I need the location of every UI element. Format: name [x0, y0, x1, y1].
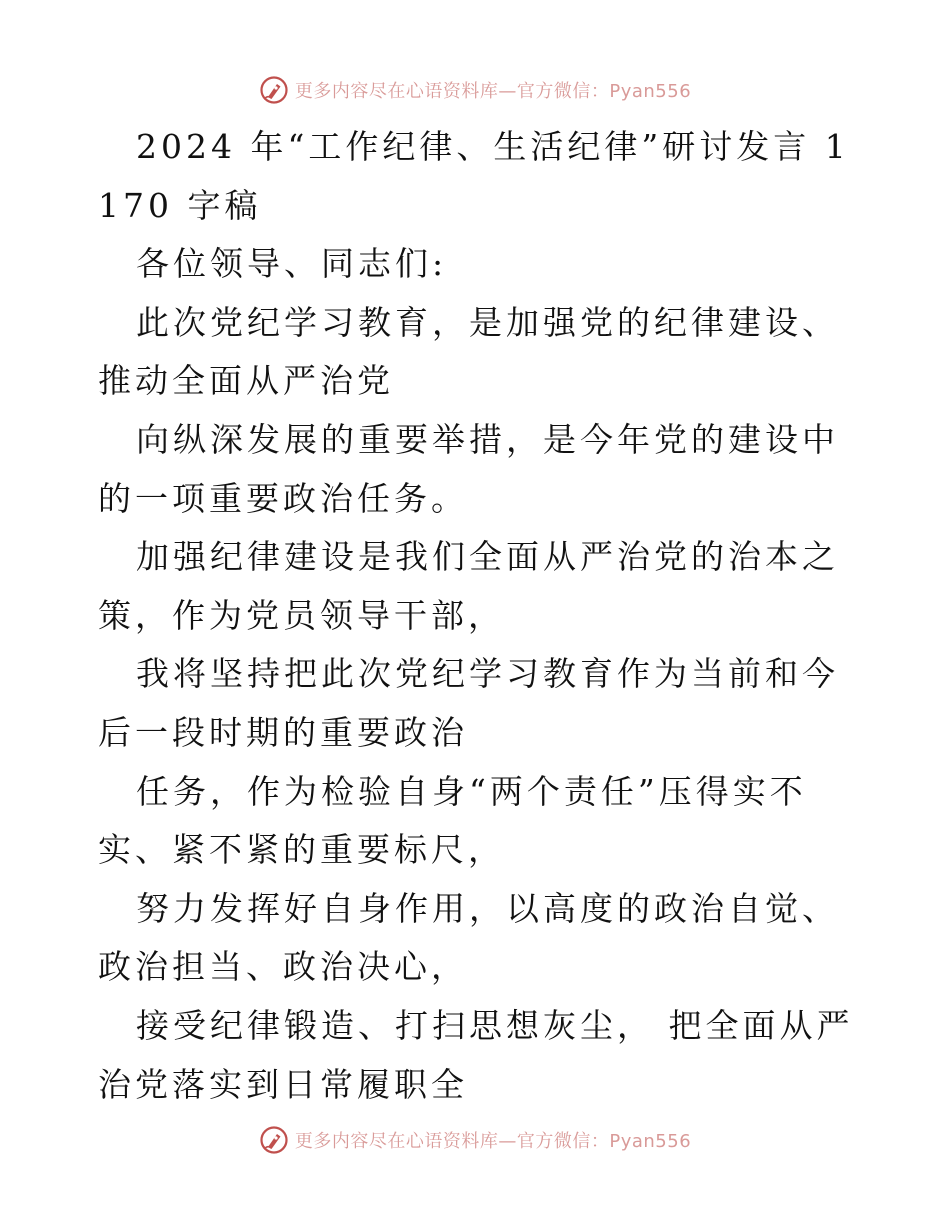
- paragraph: 接受纪律锻造、打扫思想灰尘， 把全面从严治党落实到日常履职全: [98, 1005, 854, 1104]
- paragraph: 我将坚持把此次党纪学习教育作为当前和今后一段时期的重要政治: [98, 654, 839, 752]
- footer-banner-text: 更多内容尽在心语资料库—官方微信：Pyan556: [294, 1131, 692, 1152]
- document-body: [98, 118, 858, 1114]
- paragraph: 任务，作为检验自身“两个责任”压得实不实、紧不紧的重要标尺，: [98, 771, 807, 870]
- header-banner: [0, 70, 950, 110]
- pen-nib-circle-icon: [259, 1125, 289, 1155]
- salutation: 各位领导、同志们:: [136, 244, 448, 284]
- paragraph: 加强纪律建设是我们全面从严治党的治本之策，作为党员领导干部，: [98, 537, 839, 635]
- paragraph: 此次党纪学习教育，是加强党的纪律建设、推动全面从严治党: [98, 302, 839, 401]
- header-banner-text: 更多内容尽在心语资料库—官方微信：Pyan556: [294, 81, 692, 102]
- document-title: 2024 年“工作纪律、生活纪律”研讨发言 1170 字稿: [98, 127, 850, 225]
- paragraph: 向纵深发展的重要举措，是今年党的建设中的一项重要政治任务。: [98, 419, 839, 518]
- paragraph: 努力发挥好自身作用，以高度的政治自觉、政治担当、政治决心，: [98, 888, 839, 987]
- pen-nib-circle-icon: [259, 75, 289, 105]
- footer-banner: [0, 1120, 950, 1160]
